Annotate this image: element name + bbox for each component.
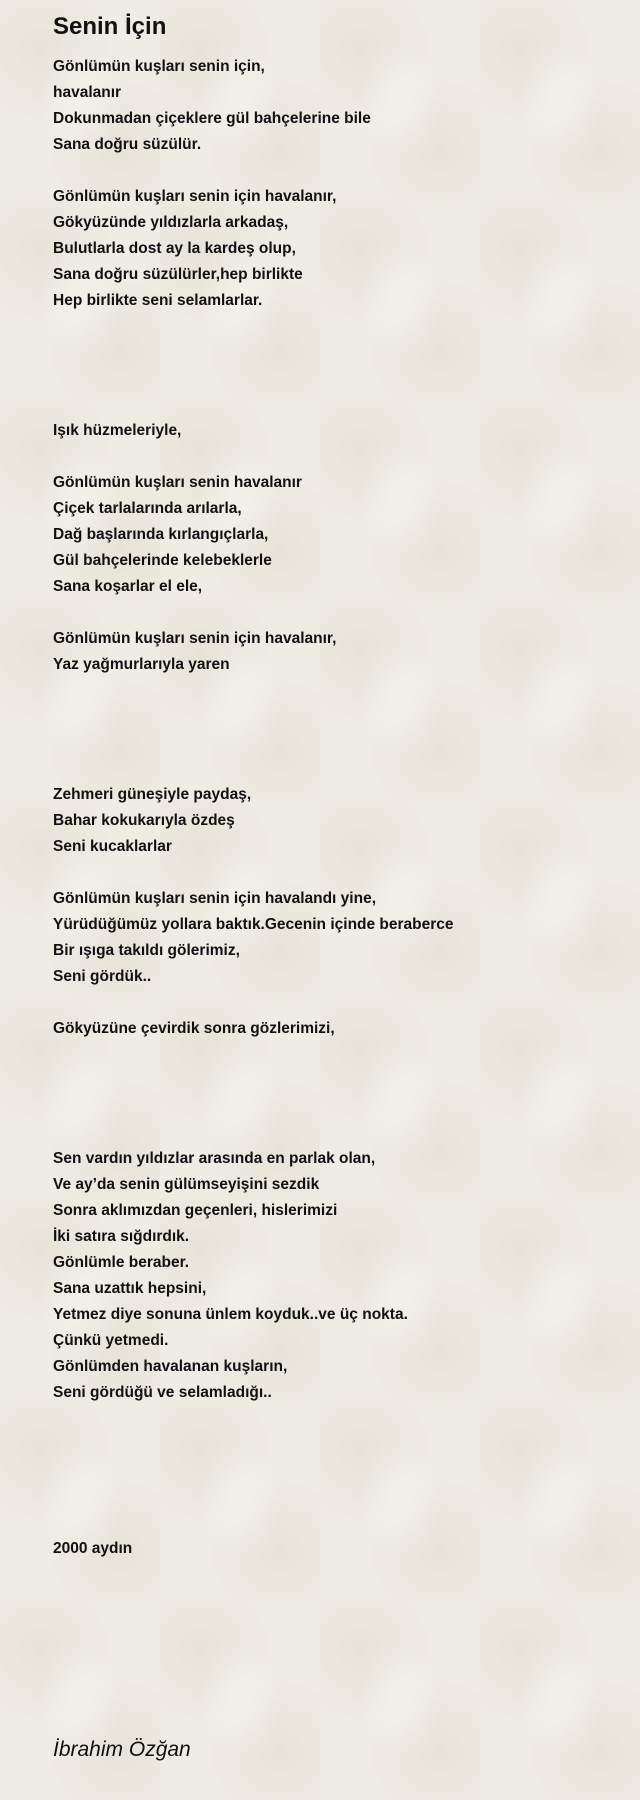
poem-blank-line — [53, 1094, 640, 1120]
poem-blank-line — [53, 1484, 640, 1510]
poem-line: Yürüdüğümüz yollara baktık.Gecenin içinde beraberce — [53, 916, 454, 933]
poem-blank-line — [53, 1510, 640, 1536]
poem-line: Gönlümün kuşları senin için havalanır, — [53, 630, 337, 647]
poem-line: Gönlümle beraber. — [53, 1254, 190, 1271]
poem-line: Gökyüzüne çevirdik sonra gözlerimizi, — [53, 1020, 335, 1037]
poem-title: Senin İçin — [53, 13, 167, 40]
poem-blank-line — [53, 1120, 640, 1146]
poem-blank-line — [53, 990, 640, 1016]
poem-line: Gönlümün kuşları senin için, — [53, 58, 265, 75]
poem-blank-line — [53, 444, 640, 470]
poem-line: Bulutlarla dost ay la kardeş olup, — [53, 240, 296, 257]
poem-blank-line — [53, 1406, 640, 1432]
poem-line: Bahar kokukarıyla özdeş — [53, 812, 235, 829]
poem-blank-line — [53, 730, 640, 756]
poem-line: Gökyüzünde yıldızlarla arkadaş, — [53, 214, 289, 231]
poem-line: Seni gördük.. — [53, 968, 152, 985]
poem-blank-line — [53, 366, 640, 392]
poem-blank-line — [53, 392, 640, 418]
poem-line: Dokunmadan çiçeklere gül bahçelerine bile — [53, 110, 371, 127]
poem-line: Gönlümün kuşları senin için havalanır, — [53, 188, 337, 205]
poem-blank-line — [53, 600, 640, 626]
poem-line: Işık hüzmeleriyle, — [53, 422, 182, 439]
poem-line: Seni kucaklarlar — [53, 838, 172, 855]
poem-line: Sen vardın yıldızlar arasında en parlak olan, — [53, 1150, 376, 1167]
poem-line: Hep birlikte seni selamlarlar. — [53, 292, 263, 309]
poem-line: Sana koşarlar el ele, — [53, 578, 203, 595]
poem-blank-line — [53, 158, 640, 184]
poem-line: Seni gördüğü ve selamladığı.. — [53, 1384, 272, 1401]
poem-blank-line — [53, 1432, 640, 1458]
poem-line: havalanır — [53, 84, 122, 101]
poem-blank-line — [53, 756, 640, 782]
poem-line: 2000 aydın — [53, 1540, 133, 1557]
poem-blank-line — [53, 1458, 640, 1484]
poem-blank-line — [53, 1042, 640, 1068]
poem-line: Sana doğru süzülürler,hep birlikte — [53, 266, 303, 283]
poem-line: Dağ başlarında kırlangıçlarla, — [53, 526, 269, 543]
poem-line: Sana uzattık hepsini, — [53, 1280, 207, 1297]
poem-blank-line — [53, 704, 640, 730]
poem-line: Yetmez diye sonuna ünlem koyduk..ve üç nokta. — [53, 1306, 408, 1323]
poem-blank-line — [53, 1068, 640, 1094]
poem-line: Gül bahçelerinde kelebeklerle — [53, 552, 272, 569]
poem-blank-line — [53, 340, 640, 366]
poem-author: İbrahim Özğan — [53, 1738, 191, 1761]
poem-line: Gönlümün kuşları senin havalanır — [53, 474, 302, 491]
poem-blank-line — [53, 314, 640, 340]
poem-line: Çünkü yetmedi. — [53, 1332, 169, 1349]
poem-line: Sonra aklımızdan geçenleri, hislerimizi — [53, 1202, 338, 1219]
poem-line: Çiçek tarlalarında arılarla, — [53, 500, 242, 517]
poem-line: Sana doğru süzülür. — [53, 136, 202, 153]
poem-line: Bir ışıga takıldı gölerimiz, — [53, 942, 240, 959]
poem-line: Zehmeri güneşiyle paydaş, — [53, 786, 252, 803]
poem-line: Gönlümden havalanan kuşların, — [53, 1358, 288, 1375]
poem-blank-line — [53, 860, 640, 886]
poem-line: Gönlümün kuşları senin için havalandı yine, — [53, 890, 376, 907]
poem-line: İki satıra sığdırdık. — [53, 1228, 190, 1245]
poem-blank-line — [53, 678, 640, 704]
poem-line: Ve ay’da senin gülümseyişini sezdik — [53, 1176, 320, 1193]
poem-line: Yaz yağmurlarıyla yaren — [53, 656, 230, 673]
poem-body — [53, 54, 640, 1562]
